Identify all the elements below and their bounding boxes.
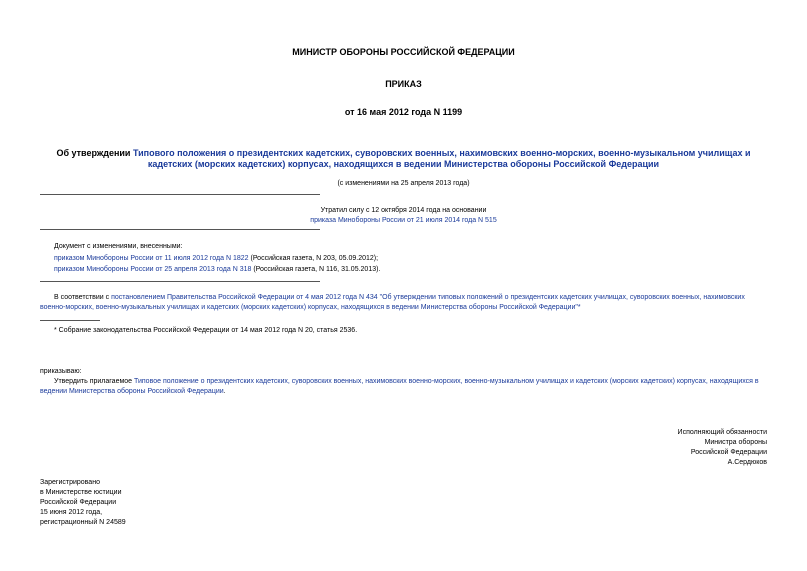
divider: [40, 194, 320, 195]
order-word: приказываю:: [40, 368, 82, 375]
document-type: ПРИКАЗ: [385, 79, 422, 89]
government-decree-link[interactable]: постановлением Правительства Российской Федерации от 4 мая 2012 года N 434 "Об утверждении типовых положений о президентских кадетских училищах, суворовских военных, нахимовских военно-морских, военно-музыкальных училищах и кадетских (морских кадетских) корпусах, находящихся в ведении Министерства обороны Российской Федерации"*: [40, 294, 745, 311]
registration-line: Российской Федерации: [40, 499, 117, 506]
order-text-start: Утвердить прилагаемое: [54, 378, 135, 385]
registration-line: Зарегистрировано: [40, 479, 100, 486]
changes-intro: Документ с изменениями, внесенными:: [54, 243, 183, 250]
document-date-number: от 16 мая 2012 года N 1199: [344, 107, 463, 117]
change-item: [54, 254, 754, 264]
footnote-divider: [40, 320, 100, 321]
signature-block: [467, 428, 767, 468]
footnote: * Собрание законодательства Российской Федерации от 14 мая 2012 года N 20, статья 2536.: [54, 327, 358, 334]
signature-office: Министра обороны: [704, 439, 767, 446]
change-link[interactable]: приказом Минобороны России от 25 апреля 2013 года N 318: [54, 266, 252, 273]
registration-date: 15 июня 2012 года,: [40, 509, 103, 516]
change-source: (Российская газета, N 116, 31.05.2013).: [251, 266, 381, 273]
registration-number: регистрационный N 24589: [40, 519, 126, 526]
order-text-end: .: [223, 388, 226, 395]
change-item: [54, 265, 754, 275]
preamble-start: В соответствии с: [54, 294, 112, 301]
signature-name: А.Сердюков: [727, 459, 767, 466]
amendment-note: (с изменениями на 25 апреля 2013 года): [337, 180, 470, 187]
divider: [40, 229, 320, 230]
title-prefix: Об утверждении: [56, 148, 133, 158]
title-link[interactable]: Типового положения о президентских кадетских, суворовских военных, нахимовских военно-морских, военно-музыкальном училищах и кадетских (морских кадетских) корпусах, находящихся в ведении Министерства обороны Российской Федерации: [132, 148, 751, 169]
preamble-paragraph: [40, 293, 770, 313]
registration-line: в Министерстве юстиции: [40, 489, 122, 496]
expired-order-link[interactable]: приказа Минобороны России от 21 июля 2014 года N 515: [310, 217, 497, 224]
divider: [40, 281, 320, 282]
ministry-heading: МИНИСТР ОБОРОНЫ РОССИЙСКОЙ ФЕДЕРАЦИИ: [292, 47, 515, 57]
expired-note: Утратил силу с 12 октября 2014 года на основании: [320, 207, 487, 214]
signature-position: Исполняющий обязанности: [677, 429, 767, 436]
signature-country: Российской Федерации: [690, 449, 767, 456]
document-title: [50, 148, 757, 170]
change-link[interactable]: приказом Минобороны России от 11 июля 2012 года N 1822: [54, 255, 249, 262]
change-source: (Российская газета, N 203, 05.09.2012);: [248, 255, 379, 262]
order-paragraph: [40, 377, 770, 397]
typical-regulation-link[interactable]: Типовое положение о президентских кадетских, суворовских военных, нахимовских военно-морских, военно-музыкальном училищах и кадетских (морских кадетских) корпусах, находящихся в ведении Министерства обороны Российской Федерации: [40, 378, 759, 395]
registration-block: [40, 478, 340, 528]
